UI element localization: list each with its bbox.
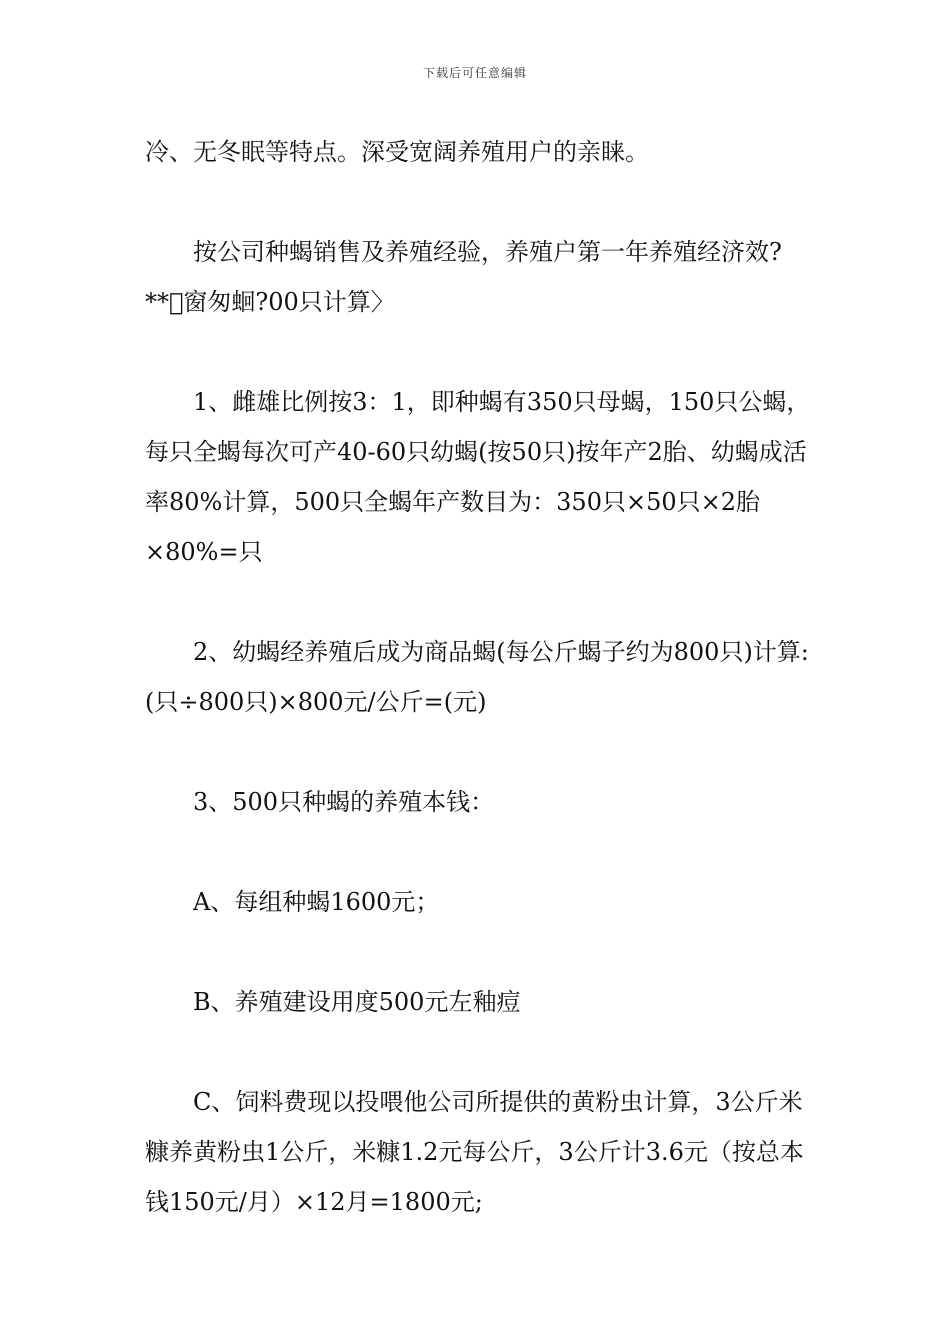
document-body — [145, 127, 815, 1227]
paragraph-economic-benefit: 按公司种蝎销售及养殖经验，养殖户第一年养殖经济效?** 窗匆蛔?00只计算〉 — [145, 238, 782, 316]
paragraph-item-1: 1、雌雄比例按3：1，即种蝎有350只母蝎，150只公蝎，每只全蝎每次可产40-60只幼蝎(按50只)按年产2胎、幼蝎成活率80%计算，500只全蝎年产数目为：350只×50只×2胎×80%=只 — [145, 388, 811, 566]
paragraph-item-a: A、每组种蝎1600元； — [193, 888, 440, 916]
paragraph-item-b: B、养殖建设用度500元左釉痘 — [193, 988, 521, 1016]
paragraph-intro-tail: 冷、无冬眠等特点。深受宽阔养殖用户的亲睐。 — [145, 138, 649, 166]
paragraph-item-c: C、饲料费现以投喂他公司所提供的黄粉虫计算，3公斤米糠养黄粉虫1公斤，米糠1.2元每公斤，3公斤计3.6元（按总本钱150元/月）×12月=1800元; — [145, 1088, 804, 1216]
page-header: 下载后可任意编辑 — [422, 66, 527, 80]
paragraph-item-2: 2、幼蝎经养殖后成为商品蝎(每公斤蝎子约为800只)计算:(只÷800只)×800元/公斤=(元) — [145, 638, 809, 716]
paragraph-item-3: 3、500只种蝎的养殖本钱： — [193, 788, 495, 816]
